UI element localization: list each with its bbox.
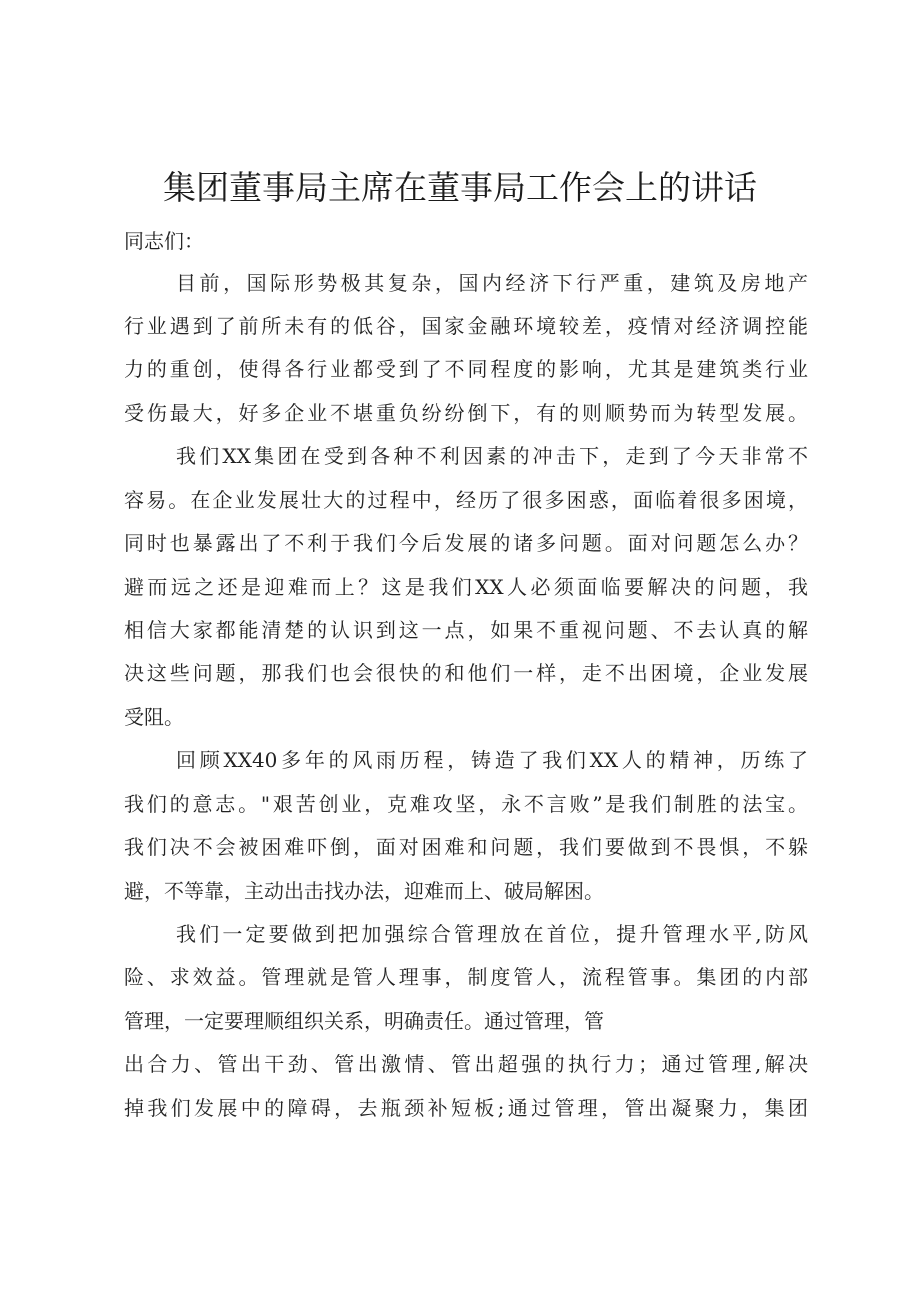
paragraph-2-line-6: 决这些问题，那我们也会很快的和他们一样，走不出困境，企业发展	[124, 661, 808, 685]
paragraph-2-line-4: 避而远之还是迎难而上？这是我们XX人必须面临要解决的问题，我	[124, 575, 808, 599]
paragraph-2-line-2: 容易。在企业发展壮大的过程中，经历了很多困惑，面临着很多困境，	[124, 488, 808, 512]
paragraph-3-line-2: 我们的意志。"艰苦创业，克难攻坚，永不言败”是我们制胜的法宝。	[124, 792, 808, 816]
paragraph-3-line-4: 避，不等靠，主动出击找办法，迎难而上、破局解困。	[124, 879, 604, 903]
salutation: 同志们：	[124, 229, 204, 253]
paragraph-4-line-4: 出合力、管出干劲、管出激情、管出超强的执行力；通过管理,解决	[124, 1052, 808, 1076]
paragraph-1-line-3: 力的重创，使得各行业都受到了不同程度的影响，尤其是建筑类行业	[124, 357, 808, 381]
paragraph-3-line-3: 我们决不会被困难吓倒，面对困难和问题，我们要做到不畏惧，不躲	[124, 835, 808, 859]
paragraph-4-line-5: 掉我们发展中的障碍，去瓶颈补短板;通过管理，管出凝聚力，集团	[124, 1096, 808, 1120]
paragraph-4-line-3: 管理，一定要理顺组织关系，明确责任。通过管理，管	[124, 1009, 604, 1033]
paragraph-2-line-1: 我们XX集团在受到各种不利因素的冲击下，走到了今天非常不	[176, 444, 808, 468]
paragraph-1-line-1: 目前，国际形势极其复杂，国内经济下行严重，建筑及房地产	[176, 271, 808, 295]
paragraph-4-line-1: 我们一定要做到把加强综合管理放在首位，提升管理水平,防风	[176, 922, 808, 946]
paragraph-2-line-5: 相信大家都能清楚的认识到这一点，如果不重视问题、不去认真的解	[124, 618, 808, 642]
paragraph-1-line-4: 受伤最大，好多企业不堪重负纷纷倒下，有的则顺势而为转型发展。	[124, 401, 808, 425]
document-title: 集团董事局主席在董事局工作会上的讲话	[163, 168, 757, 207]
paragraph-2-line-3: 同时也暴露出了不利于我们今后发展的诸多问题。面对问题怎么办？	[124, 531, 808, 555]
paragraph-4-line-2: 险、求效益。管理就是管人理事，制度管人，流程管事。集团的内部	[124, 965, 808, 989]
paragraph-2-line-7: 受阻。	[124, 705, 184, 729]
paragraph-3-line-1: 回顾XX40多年的风雨历程，铸造了我们XX人的精神，历练了	[176, 748, 808, 772]
paragraph-1-line-2: 行业遇到了前所未有的低谷，国家金融环境较差，疫情对经济调控能	[124, 314, 808, 338]
